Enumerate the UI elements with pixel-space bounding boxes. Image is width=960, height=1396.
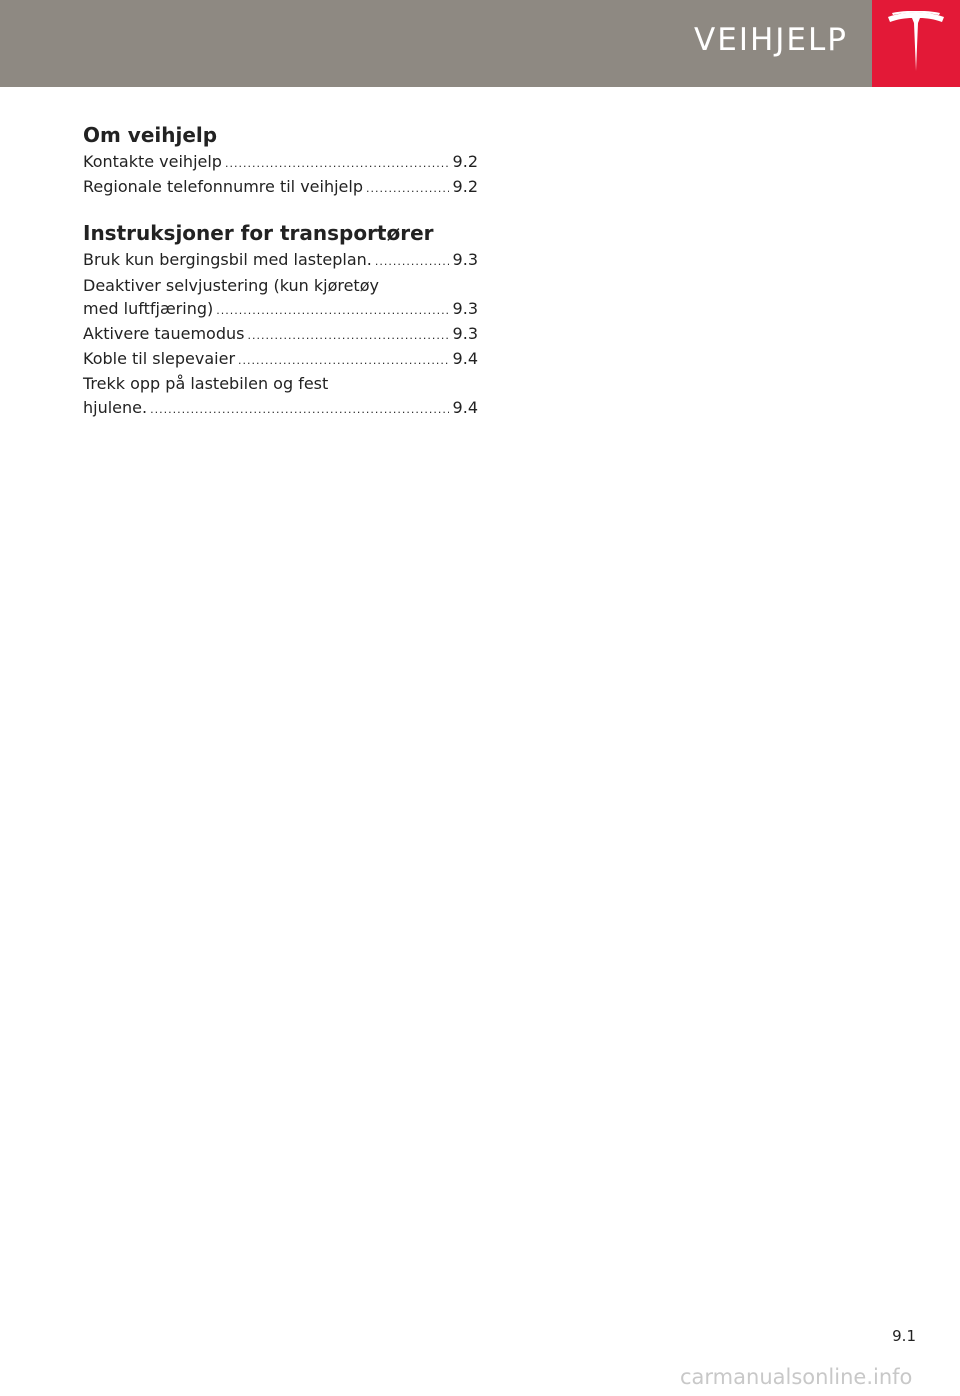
toc-entry-deaktiver-selvjustering[interactable] [83, 274, 478, 322]
toc-entry-page: 9.4 [452, 397, 478, 417]
toc-entry-label: Koble til slepevaier [83, 349, 236, 369]
toc-entry-first-line: Trekk opp på lastebilen og fest [83, 374, 329, 394]
toc-entry-label: Bruk kun bergingsbil med lasteplan. [83, 250, 372, 270]
toc-entry-label: Aktivere tauemodus [83, 324, 245, 344]
toc-entry-label: med luftfjæring) [83, 298, 214, 318]
chapter-title: VEIHJELP [694, 22, 848, 58]
table-of-contents [83, 122, 478, 421]
tesla-t-logo-icon [886, 11, 946, 73]
toc-section-title: Om veihjelp [83, 123, 218, 147]
toc-entry-line [83, 396, 478, 421]
brand-logo-block [872, 0, 960, 87]
toc-section-instruksjoner [83, 220, 478, 420]
toc-entry-regionale-telefonnumre[interactable] [83, 175, 478, 200]
toc-entry-aktivere-tauemodus[interactable] [83, 322, 478, 347]
watermark: carmanualsonline.info [680, 1365, 913, 1389]
toc-entry-page: 9.3 [452, 298, 478, 318]
toc-entry-line [83, 297, 478, 322]
toc-entry-line [83, 347, 478, 372]
toc-entry-page: 9.3 [452, 324, 478, 344]
toc-entry-line [83, 175, 478, 200]
toc-entry-label: hjulene. [83, 397, 148, 417]
toc-entry-line [83, 248, 478, 273]
toc-entry-page: 9.3 [452, 250, 478, 270]
toc-entry-koble-til-slepevaier[interactable] [83, 347, 478, 372]
toc-entry-page: 9.2 [452, 152, 478, 171]
toc-entry-label: Kontakte veihjelp [83, 152, 222, 171]
toc-entry-trekk-opp[interactable] [83, 372, 478, 420]
toc-entry-first-line: Deaktiver selvjustering (kun kjøretøy [83, 275, 379, 295]
toc-entry-page: 9.4 [452, 349, 478, 369]
toc-leader-dots [216, 299, 448, 322]
toc-entry-page: 9.2 [452, 177, 478, 197]
toc-leader-dots [366, 177, 449, 200]
toc-entry-bergingsbil[interactable] [83, 248, 478, 273]
toc-section-title: Instruksjoner for transportører [83, 221, 434, 246]
toc-leader-dots [238, 349, 449, 372]
toc-entry-line [83, 150, 478, 175]
toc-entry-kontakte-veihjelp[interactable] [83, 150, 478, 175]
toc-leader-dots [225, 152, 449, 175]
toc-leader-dots [247, 324, 448, 347]
toc-entry-label: Regionale telefonnumre til veihjelp [83, 177, 363, 197]
toc-leader-dots [375, 250, 449, 273]
page-number: 9.1 [892, 1327, 916, 1345]
toc-leader-dots [150, 398, 448, 421]
toc-entry-line [83, 322, 478, 347]
header-band [0, 0, 872, 87]
toc-section-om-veihjelp [83, 122, 478, 200]
